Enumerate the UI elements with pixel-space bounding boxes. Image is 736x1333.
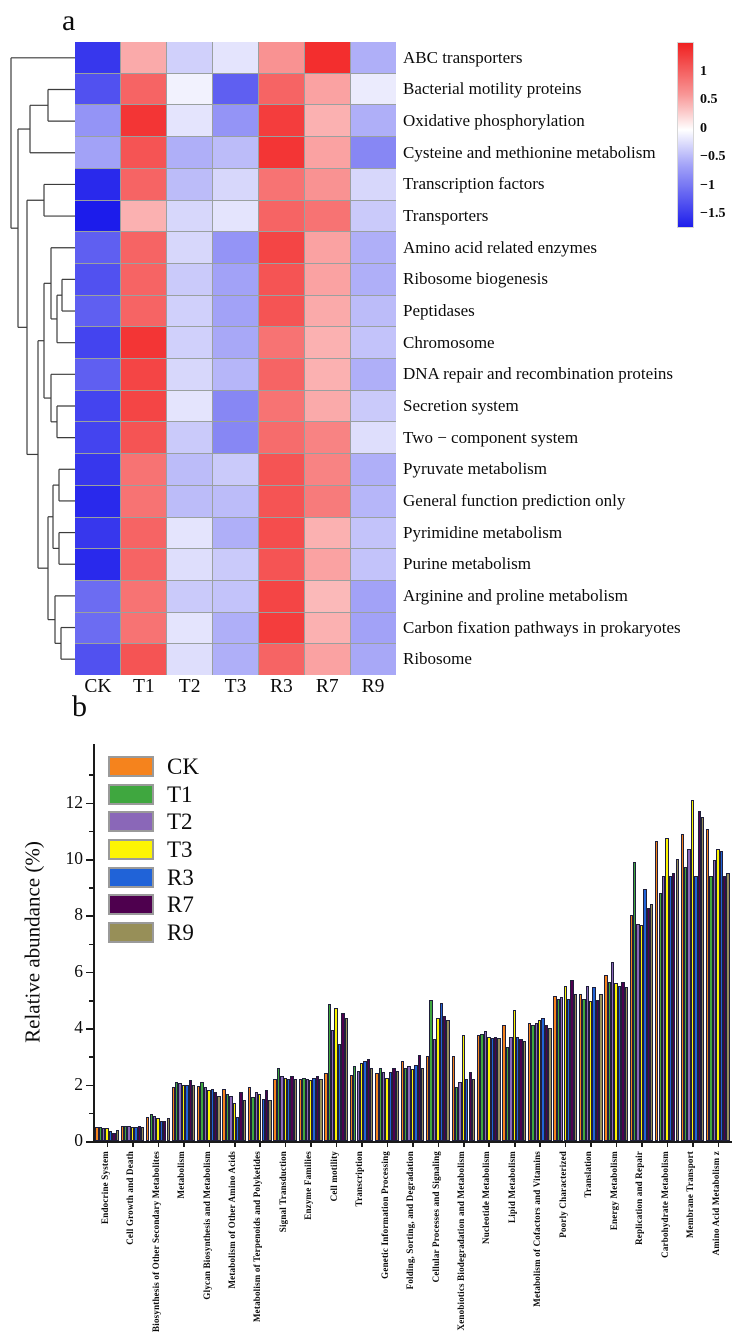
heatmap-cell (213, 359, 258, 390)
legend-item (108, 753, 199, 781)
heatmap-cell (213, 232, 258, 263)
heatmap-cell (213, 105, 258, 136)
bar (370, 1068, 373, 1141)
category-label: Cellular Processes and Signaling (430, 1151, 441, 1283)
heatmap-cell (213, 613, 258, 644)
heatmap-column-label: R7 (315, 676, 339, 697)
heatmap-cell (259, 486, 304, 517)
heatmap-cell (75, 105, 120, 136)
category-label: Glycan Biosynthesis and Metabolism (201, 1151, 212, 1300)
legend-swatch-R9 (108, 922, 154, 943)
colorbar-tick-label: −1 (700, 177, 715, 193)
heatmap-cell (259, 105, 304, 136)
heatmap-cell (75, 264, 120, 295)
heatmap-cell (167, 137, 212, 168)
colorbar-tick-label: −0.5 (700, 149, 726, 165)
heatmap-row-label: Oxidative phosphorylation (403, 111, 585, 131)
colorbar (677, 42, 694, 228)
heatmap-cell (75, 549, 120, 580)
heatmap-cell (305, 454, 350, 485)
legend-swatch-R3 (108, 867, 154, 888)
heatmap-row-label: ABC transporters (403, 47, 523, 67)
heatmap-cell (259, 581, 304, 612)
heatmap-cell (305, 359, 350, 390)
heatmap-row-label: Carbon fixation pathways in prokaryotes (403, 617, 681, 637)
heatmap-cell (305, 137, 350, 168)
heatmap-cell (75, 137, 120, 168)
x-tick (310, 1142, 312, 1147)
bar (294, 1079, 297, 1141)
heatmap-cell (259, 327, 304, 358)
heatmap-cell (167, 454, 212, 485)
heatmap-grid (75, 42, 396, 675)
colorbar-tick-label: −1.5 (700, 206, 726, 222)
heatmap-column-label: T1 (132, 676, 155, 697)
bar (497, 1038, 500, 1141)
heatmap-row-label: Pyrimidine metabolism (403, 522, 563, 542)
heatmap-cell (121, 518, 166, 549)
y-minor-tick (89, 1056, 93, 1058)
heatmap-cell (351, 232, 396, 263)
heatmap-cell (213, 518, 258, 549)
heatmap-cell (213, 74, 258, 105)
heatmap-cell (351, 454, 396, 485)
heatmap-cell (167, 327, 212, 358)
y-tick-label: 4 (74, 1017, 83, 1038)
heatmap-cell (121, 327, 166, 358)
heatmap-cell (305, 105, 350, 136)
heatmap-column-label: T3 (224, 676, 247, 697)
heatmap-cell (167, 42, 212, 73)
heatmap-row-label: Ribosome (403, 649, 472, 669)
heatmap-column-label: R3 (269, 676, 293, 697)
bar (472, 1079, 475, 1141)
heatmap-cell (259, 518, 304, 549)
heatmap-cell (167, 422, 212, 453)
legend-label: T1 (167, 781, 193, 807)
heatmap-cell (259, 613, 304, 644)
heatmap-cell (259, 644, 304, 675)
heatmap-cell (167, 296, 212, 327)
legend-label: CK (167, 754, 199, 780)
heatmap-cell (121, 105, 166, 136)
heatmap-cell (305, 644, 350, 675)
heatmap-cell (121, 549, 166, 580)
bar (192, 1085, 195, 1141)
heatmap-cell (259, 232, 304, 263)
bar (446, 1020, 449, 1141)
heatmap-cell (351, 391, 396, 422)
x-tick (488, 1142, 490, 1147)
heatmap-cell (213, 137, 258, 168)
heatmap-cell (213, 486, 258, 517)
y-tick-label: 10 (65, 848, 83, 869)
heatmap-cell (75, 581, 120, 612)
heatmap-cell (121, 137, 166, 168)
heatmap-row-label: Arginine and proline metabolism (403, 585, 628, 605)
category-label: Membrane Transport (685, 1151, 696, 1239)
heatmap-cell (305, 613, 350, 644)
heatmap-cell (305, 232, 350, 263)
heatmap-cell (213, 296, 258, 327)
heatmap-row-label: General function prediction only (403, 490, 626, 510)
category-label: Metabolism of Terpenoids and Polyketides (252, 1151, 263, 1323)
heatmap-cell (75, 74, 120, 105)
heatmap-cell (259, 74, 304, 105)
x-tick (158, 1142, 160, 1147)
colorbar-tick-label: 0 (700, 120, 707, 136)
heatmap-cell (75, 359, 120, 390)
y-major-tick (86, 803, 93, 805)
heatmap-cell (305, 169, 350, 200)
bar (421, 1068, 424, 1141)
heatmap-cell (213, 422, 258, 453)
legend-label: R3 (167, 864, 194, 890)
y-tick-label: 6 (74, 960, 83, 981)
heatmap-row-label: Bacterial motility proteins (403, 79, 582, 99)
heatmap-row-label: Purine metabolism (403, 554, 531, 574)
heatmap-cell (121, 296, 166, 327)
heatmap-cell (351, 549, 396, 580)
heatmap-cell (259, 169, 304, 200)
heatmap-cell (351, 613, 396, 644)
heatmap-cell (121, 201, 166, 232)
bar (548, 1028, 551, 1141)
heatmap-row-label: Amino acid related enzymes (403, 237, 598, 257)
colorbar-tick-label: 1 (700, 63, 707, 79)
heatmap-cell (75, 232, 120, 263)
heatmap-cell (259, 391, 304, 422)
category-label: Replication and Repair (634, 1151, 645, 1245)
heatmap-cell (259, 422, 304, 453)
heatmap-cell (121, 644, 166, 675)
category-label: Xenobiotics Biodegradation and Metabolism (456, 1151, 467, 1331)
heatmap-cell (121, 169, 166, 200)
x-tick (616, 1142, 618, 1147)
heatmap-row-label: Two − component system (403, 427, 579, 447)
heatmap-cell (305, 296, 350, 327)
bar (701, 817, 704, 1141)
heatmap-cell (121, 42, 166, 73)
category-label: Cell Growth and Death (125, 1151, 136, 1245)
heatmap-cell (167, 549, 212, 580)
legend-label: T2 (167, 809, 193, 835)
y-major-tick (86, 972, 93, 974)
legend-swatch-T3 (108, 839, 154, 860)
heatmap-cell (305, 74, 350, 105)
heatmap-cell (213, 581, 258, 612)
heatmap-cell (167, 518, 212, 549)
legend-label: R7 (167, 892, 194, 918)
bar (268, 1100, 271, 1141)
category-label: Carbohydrate Metabolism (659, 1151, 670, 1258)
heatmap-cell (305, 264, 350, 295)
heatmap-cell (213, 169, 258, 200)
heatmap-column-label: CK (84, 676, 112, 697)
heatmap-cell (305, 42, 350, 73)
bar (650, 904, 653, 1141)
x-tick (132, 1142, 134, 1147)
heatmap-cell (351, 137, 396, 168)
heatmap-cell (259, 454, 304, 485)
heatmap-cell (75, 201, 120, 232)
heatmap-cell (351, 486, 396, 517)
heatmap-cell (213, 391, 258, 422)
heatmap-column-label: R9 (361, 676, 385, 697)
heatmap-cell (75, 644, 120, 675)
x-tick (183, 1142, 185, 1147)
heatmap-cell (121, 264, 166, 295)
heatmap-cell (121, 74, 166, 105)
heatmap-cell (351, 296, 396, 327)
heatmap-cell (351, 518, 396, 549)
category-label: Metabolism of Other Amino Acids (226, 1151, 237, 1289)
x-tick (412, 1142, 414, 1147)
heatmap-cell (351, 644, 396, 675)
legend-item (108, 863, 199, 891)
x-tick (361, 1142, 363, 1147)
y-minor-tick (89, 944, 93, 946)
heatmap-cell (167, 644, 212, 675)
heatmap-cell (121, 486, 166, 517)
x-tick (438, 1142, 440, 1147)
heatmap-cell (167, 264, 212, 295)
y-minor-tick (89, 1000, 93, 1002)
x-tick (565, 1142, 567, 1147)
heatmap-column-label: T2 (178, 676, 201, 697)
heatmap-cell (351, 74, 396, 105)
heatmap-cell (75, 613, 120, 644)
x-tick (667, 1142, 669, 1147)
heatmap-row-label: Secretion system (403, 395, 519, 415)
bar (345, 1018, 348, 1141)
category-label: Energy Metabolism (608, 1151, 619, 1231)
heatmap-cell (121, 581, 166, 612)
x-tick (692, 1142, 694, 1147)
heatmap-cell (259, 137, 304, 168)
legend-label: R9 (167, 919, 194, 945)
y-tick-label: 8 (74, 904, 83, 925)
bar (599, 994, 602, 1141)
y-tick-label: 0 (74, 1130, 83, 1151)
heatmap-cell (167, 581, 212, 612)
heatmap-cell (121, 454, 166, 485)
bar (319, 1079, 322, 1141)
category-label: Amino Acid Metabolism z (710, 1151, 721, 1256)
y-major-tick (86, 915, 93, 917)
x-tick (539, 1142, 541, 1147)
legend-item (108, 836, 199, 864)
heatmap-cell (213, 42, 258, 73)
heatmap-cell (213, 454, 258, 485)
category-label: Enzyme Families (303, 1151, 314, 1220)
bar (141, 1127, 144, 1141)
heatmap-cell (259, 201, 304, 232)
heatmap-cell (167, 486, 212, 517)
y-axis-label: Relative abundance (%) (20, 841, 45, 1043)
category-label: Folding, Sorting, and Degradation (405, 1151, 416, 1290)
heatmap-cell (351, 105, 396, 136)
category-label: Transcription (354, 1151, 365, 1207)
legend (108, 753, 199, 946)
heatmap-row-label: Transcription factors (403, 174, 545, 194)
heatmap-cell (75, 296, 120, 327)
bar (726, 873, 729, 1141)
heatmap-cell (305, 518, 350, 549)
heatmap-row-label: Transporters (403, 206, 489, 226)
heatmap-cell (351, 422, 396, 453)
category-label: Metabolism of Cofactors and Vitamins (532, 1151, 543, 1307)
category-label: Endocrine System (99, 1151, 110, 1224)
heatmap-cell (121, 422, 166, 453)
heatmap-cell (167, 613, 212, 644)
legend-item (108, 891, 199, 919)
heatmap-cell (75, 454, 120, 485)
heatmap-cell (121, 359, 166, 390)
heatmap-cell (167, 232, 212, 263)
heatmap-cell (167, 105, 212, 136)
heatmap-cell (167, 359, 212, 390)
category-label: Cell motility (328, 1151, 339, 1202)
y-major-tick (86, 1028, 93, 1030)
heatmap-cell (121, 232, 166, 263)
category-label: Poorly Characterized (557, 1151, 568, 1238)
heatmap-cell (305, 327, 350, 358)
category-label: Metabolism (176, 1151, 187, 1199)
bar (676, 859, 679, 1141)
legend-swatch-R7 (108, 894, 154, 915)
x-tick (387, 1142, 389, 1147)
heatmap-cell (121, 391, 166, 422)
heatmap-cell (351, 42, 396, 73)
category-label: Signal Transduction (277, 1151, 288, 1233)
heatmap-cell (305, 422, 350, 453)
y-major-tick (86, 859, 93, 861)
y-major-tick (86, 1085, 93, 1087)
heatmap-cell (213, 201, 258, 232)
y-minor-tick (89, 831, 93, 833)
panel-a-label: a (62, 4, 76, 37)
legend-swatch-T1 (108, 784, 154, 805)
heatmap-cell (213, 549, 258, 580)
heatmap-cell (351, 264, 396, 295)
legend-swatch-CK (108, 756, 154, 777)
heatmap-cell (167, 201, 212, 232)
legend-swatch-T2 (108, 811, 154, 832)
heatmap-cell (305, 391, 350, 422)
bar (217, 1096, 220, 1141)
x-tick (107, 1142, 109, 1147)
heatmap-cell (351, 359, 396, 390)
y-major-tick (86, 1141, 93, 1143)
heatmap-cell (259, 42, 304, 73)
heatmap-row-label: Pyruvate metabolism (403, 459, 548, 479)
heatmap-row-label: Ribosome biogenesis (403, 269, 548, 289)
heatmap-cell (305, 201, 350, 232)
x-tick (463, 1142, 465, 1147)
heatmap-cell (351, 581, 396, 612)
heatmap-cell (167, 169, 212, 200)
panel-b-label: b (72, 690, 87, 723)
heatmap-cell (167, 391, 212, 422)
heatmap-cell (75, 422, 120, 453)
heatmap-cell (259, 296, 304, 327)
category-label: Biosynthesis of Other Secondary Metabolites (150, 1151, 161, 1332)
x-tick (336, 1142, 338, 1147)
heatmap-cell (121, 613, 166, 644)
y-minor-tick (89, 774, 93, 776)
bar (243, 1100, 246, 1141)
heatmap-cell (75, 486, 120, 517)
category-label: Nucleotide Metabolism (481, 1151, 492, 1244)
x-tick (234, 1142, 236, 1147)
y-minor-tick (89, 1113, 93, 1115)
bar (167, 1118, 170, 1141)
x-tick (285, 1142, 287, 1147)
x-tick (259, 1142, 261, 1147)
heatmap-row-label: Peptidases (403, 301, 475, 320)
heatmap-cell (75, 391, 120, 422)
legend-item (108, 919, 199, 947)
heatmap-cell (167, 74, 212, 105)
heatmap-cell (213, 264, 258, 295)
bar (523, 1041, 526, 1141)
heatmap-cell (75, 518, 120, 549)
x-tick (514, 1142, 516, 1147)
heatmap-cell (259, 264, 304, 295)
heatmap-cell (75, 169, 120, 200)
heatmap-cell (259, 549, 304, 580)
heatmap-row-label: Chromosome (403, 332, 495, 352)
heatmap-cell (351, 327, 396, 358)
x-tick (718, 1142, 720, 1147)
category-label: Translation (583, 1151, 594, 1198)
bar (574, 994, 577, 1141)
x-tick (209, 1142, 211, 1147)
category-label: Lipid Metabolism (506, 1151, 517, 1223)
heatmap-cell (213, 327, 258, 358)
heatmap-row-label: DNA repair and recombination proteins (403, 364, 674, 384)
colorbar-tick-label: 0.5 (700, 92, 718, 108)
heatmap-cell (259, 359, 304, 390)
legend-label: T3 (167, 837, 193, 863)
heatmap-cell (213, 644, 258, 675)
heatmap-row-label: Cysteine and methionine metabolism (403, 142, 656, 162)
heatmap-cell (305, 486, 350, 517)
y-tick-label: 2 (74, 1073, 83, 1094)
legend-item (108, 781, 199, 809)
y-tick-label: 12 (65, 791, 83, 812)
bar (625, 987, 628, 1141)
x-tick (641, 1142, 643, 1147)
heatmap-cell (305, 549, 350, 580)
heatmap-cell (75, 327, 120, 358)
heatmap-cell (351, 169, 396, 200)
heatmap-cell (305, 581, 350, 612)
bar (116, 1130, 119, 1141)
heatmap-cell (75, 42, 120, 73)
x-tick (590, 1142, 592, 1147)
legend-item (108, 808, 199, 836)
heatmap-cell (351, 201, 396, 232)
bar (396, 1071, 399, 1142)
category-label: Genetic Information Processing (379, 1151, 390, 1279)
y-minor-tick (89, 887, 93, 889)
